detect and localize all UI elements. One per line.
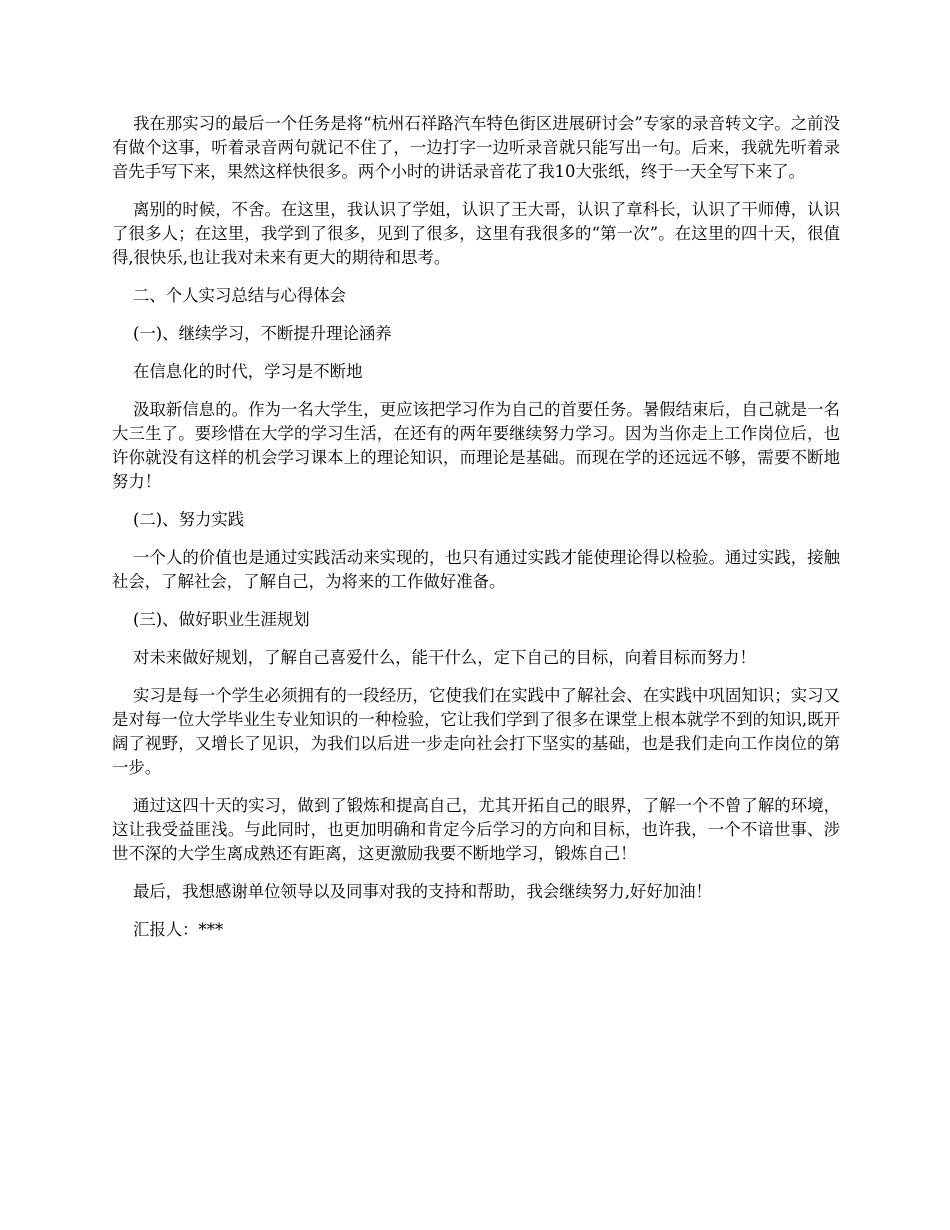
paragraph-value-practice: 一个人的价值也是通过实践活动来实现的，也只有通过实践才能使理论得以检验。通过实践，接触社会，了解社会，了解自己，为将来的工作做好准备。 — [112, 548, 840, 591]
paragraph-internship-experience: 实习是每一个学生必须拥有的一段经历，它使我们在实践中了解社会、在实践中巩固知识；实习又是对每一位大学毕业生专业知识的一种检验，它让我们学到了很多在课堂上根本就学不到的知识,既开阔了视野，又增长了见识，为我们以后进一步走向社会打下坚实的基础，也是我们走向工作岗位的第一步。 — [112, 686, 840, 777]
paragraph-plan-future: 对未来做好规划，了解自己喜爱什么，能干什么，定下自己的目标，向着目标而努力！ — [133, 648, 756, 667]
paragraph-last-task: 我在那实习的最后一个任务是将“杭州石祥路汽车特色街区进展研讨会”专家的录音转文字。之前没有做个这事，听着录音两句就记不住了，一边打字一边听录音就只能写出一句。后来，我就先听着录音先手写下来，果然这样快很多。两个小时的讲话录音花了我10大张纸，终于一天全写下来了。 — [112, 114, 840, 181]
paragraph-absorb-information: 汲取新信息的。作为一名大学生，更应该把学习作为自己的首要任务。暑假结束后，自己就是一名大三生了。要珍惜在大学的学习生活，在还有的两年要继续努力学习。因为当你走上工作岗位后，也许你就没有这样的机会学习课本上的理论知识，而理论是基础。而现在学的还远远不够，需要不断地努力！ — [112, 400, 840, 491]
paragraph-forty-days: 通过这四十天的实习，做到了锻炼和提高自己，尤其开拓自己的眼界，了解一个不曾了解的环境，这让我受益匪浅。与此同时，也更加明确和肯定今后学习的方向和目标，也许我，一个不谙世事、涉世不深的大学生离成熟还有距离，这更激励我要不断地学习，锻炼自己！ — [112, 796, 840, 863]
subheading-practice: (二)、努力实践 — [133, 510, 245, 529]
paragraph-thanks: 最后，我想感谢单位领导以及同事对我的支持和帮助，我会继续努力,好好加油！ — [133, 882, 712, 901]
reporter-signature-line: 汇报人：*** — [133, 920, 224, 939]
section-heading-summary: 二、个人实习总结与心得体会 — [133, 286, 347, 305]
subheading-career-planning: (三)、做好职业生涯规划 — [133, 610, 310, 629]
paragraph-farewell: 离别的时候，不舍。在这里，我认识了学姐，认识了王大哥，认识了章科长，认识了干师傅，认识了很多人；在这里，我学到了很多，见到了很多，这里有我很多的“第一次”。在这里的四十天，很值得,很快乐,也让我对未来有更大的期待和思考。 — [112, 200, 840, 267]
paragraph-information-age: 在信息化的时代，学习是不断地 — [133, 362, 363, 381]
subheading-keep-learning: (一)、继续学习，不断提升理论涵养 — [133, 324, 392, 343]
document-page — [112, 112, 840, 956]
